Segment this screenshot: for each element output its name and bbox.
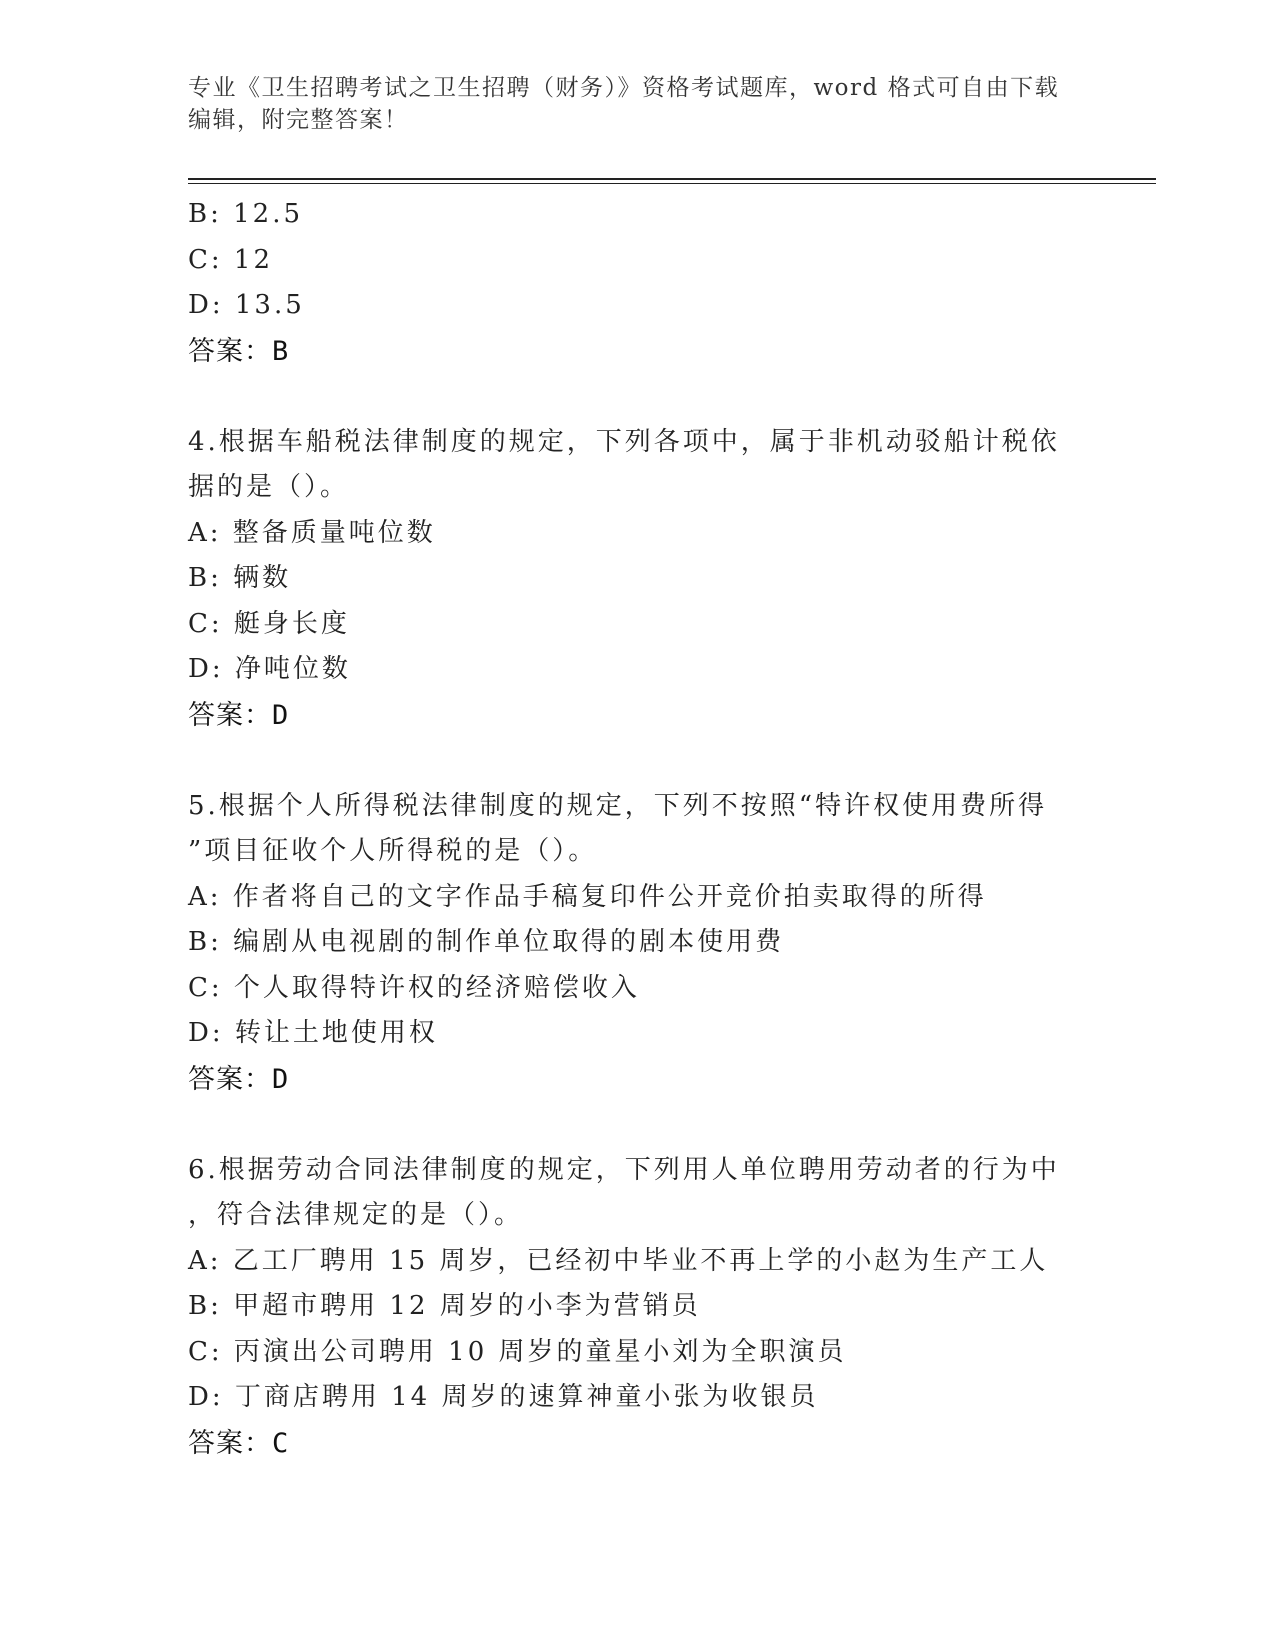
spacer xyxy=(188,1102,1088,1148)
q5-stem-line-2: ”项目征收个人所得税的是（）。 xyxy=(188,836,598,866)
q6-stem-line-1: 6.根据劳动合同法律制度的规定，下列用人单位聘用劳动者的行为中 xyxy=(188,1154,1060,1185)
question-list xyxy=(188,192,1088,1466)
q6-option-b: B: 甲超市聘用 12 周岁的小李为营销员 xyxy=(188,1291,701,1321)
q6-stem-line-2: ，符合法律规定的是（）。 xyxy=(188,1200,524,1230)
q6-option-c: C: 丙演出公司聘用 10 周岁的童星小刘为全职演员 xyxy=(188,1336,847,1367)
q4-option-b: B: 辆数 xyxy=(188,563,292,593)
header-line-2: 编辑，附完整答案！ xyxy=(188,107,409,133)
q4-stem-line-1: 4.根据车船税法律制度的规定，下列各项中，属于非机动驳船计税依 xyxy=(188,426,1060,457)
q3-option-d: D: 13.5 xyxy=(188,290,305,320)
q4-answer: 答案：D xyxy=(188,699,290,731)
q5-option-a: A: 作者将自己的文字作品手稿复印件公开竞价拍卖取得的所得 xyxy=(188,881,987,912)
q3-answer: 答案：B xyxy=(188,335,290,367)
q6-answer: 答案：C xyxy=(188,1427,290,1459)
q5-option-c: C: 个人取得特许权的经济赔偿收入 xyxy=(188,972,640,1003)
q5-option-b: B: 编剧从电视剧的制作单位取得的剧本使用费 xyxy=(188,927,785,957)
header-divider-thin xyxy=(188,183,1156,184)
header-line-1: 专业《卫生招聘考试之卫生招聘（财务）》资格考试题库，word 格式可自由下载 xyxy=(188,75,1060,101)
q4-option-c: C: 艇身长度 xyxy=(188,608,350,639)
spacer xyxy=(188,738,1088,784)
question-5 xyxy=(188,784,1088,1103)
q6-option-a: A: 乙工厂聘用 15 周岁，已经初中毕业不再上学的小赵为生产工人 xyxy=(188,1245,1049,1276)
q3-option-b: B: 12.5 xyxy=(188,199,304,229)
page-header xyxy=(188,72,1088,136)
q3-option-c: C: 12 xyxy=(188,244,274,275)
spacer xyxy=(188,374,1088,420)
header-divider-thick xyxy=(188,178,1156,180)
question-6 xyxy=(188,1148,1088,1467)
question-3 xyxy=(188,192,1088,374)
q5-option-d: D: 转让土地使用权 xyxy=(188,1018,438,1048)
q4-stem-line-2: 据的是（）。 xyxy=(188,472,350,502)
q5-answer: 答案：D xyxy=(188,1063,290,1095)
q5-stem-line-1: 5.根据个人所得税法律制度的规定，下列不按照“特许权使用费所得 xyxy=(188,790,1048,821)
q4-option-d: D: 净吨位数 xyxy=(188,654,351,684)
q6-option-d: D: 丁商店聘用 14 周岁的速算神童小张为收银员 xyxy=(188,1382,819,1412)
q4-option-a: A: 整备质量吨位数 xyxy=(188,517,436,548)
question-4 xyxy=(188,420,1088,739)
